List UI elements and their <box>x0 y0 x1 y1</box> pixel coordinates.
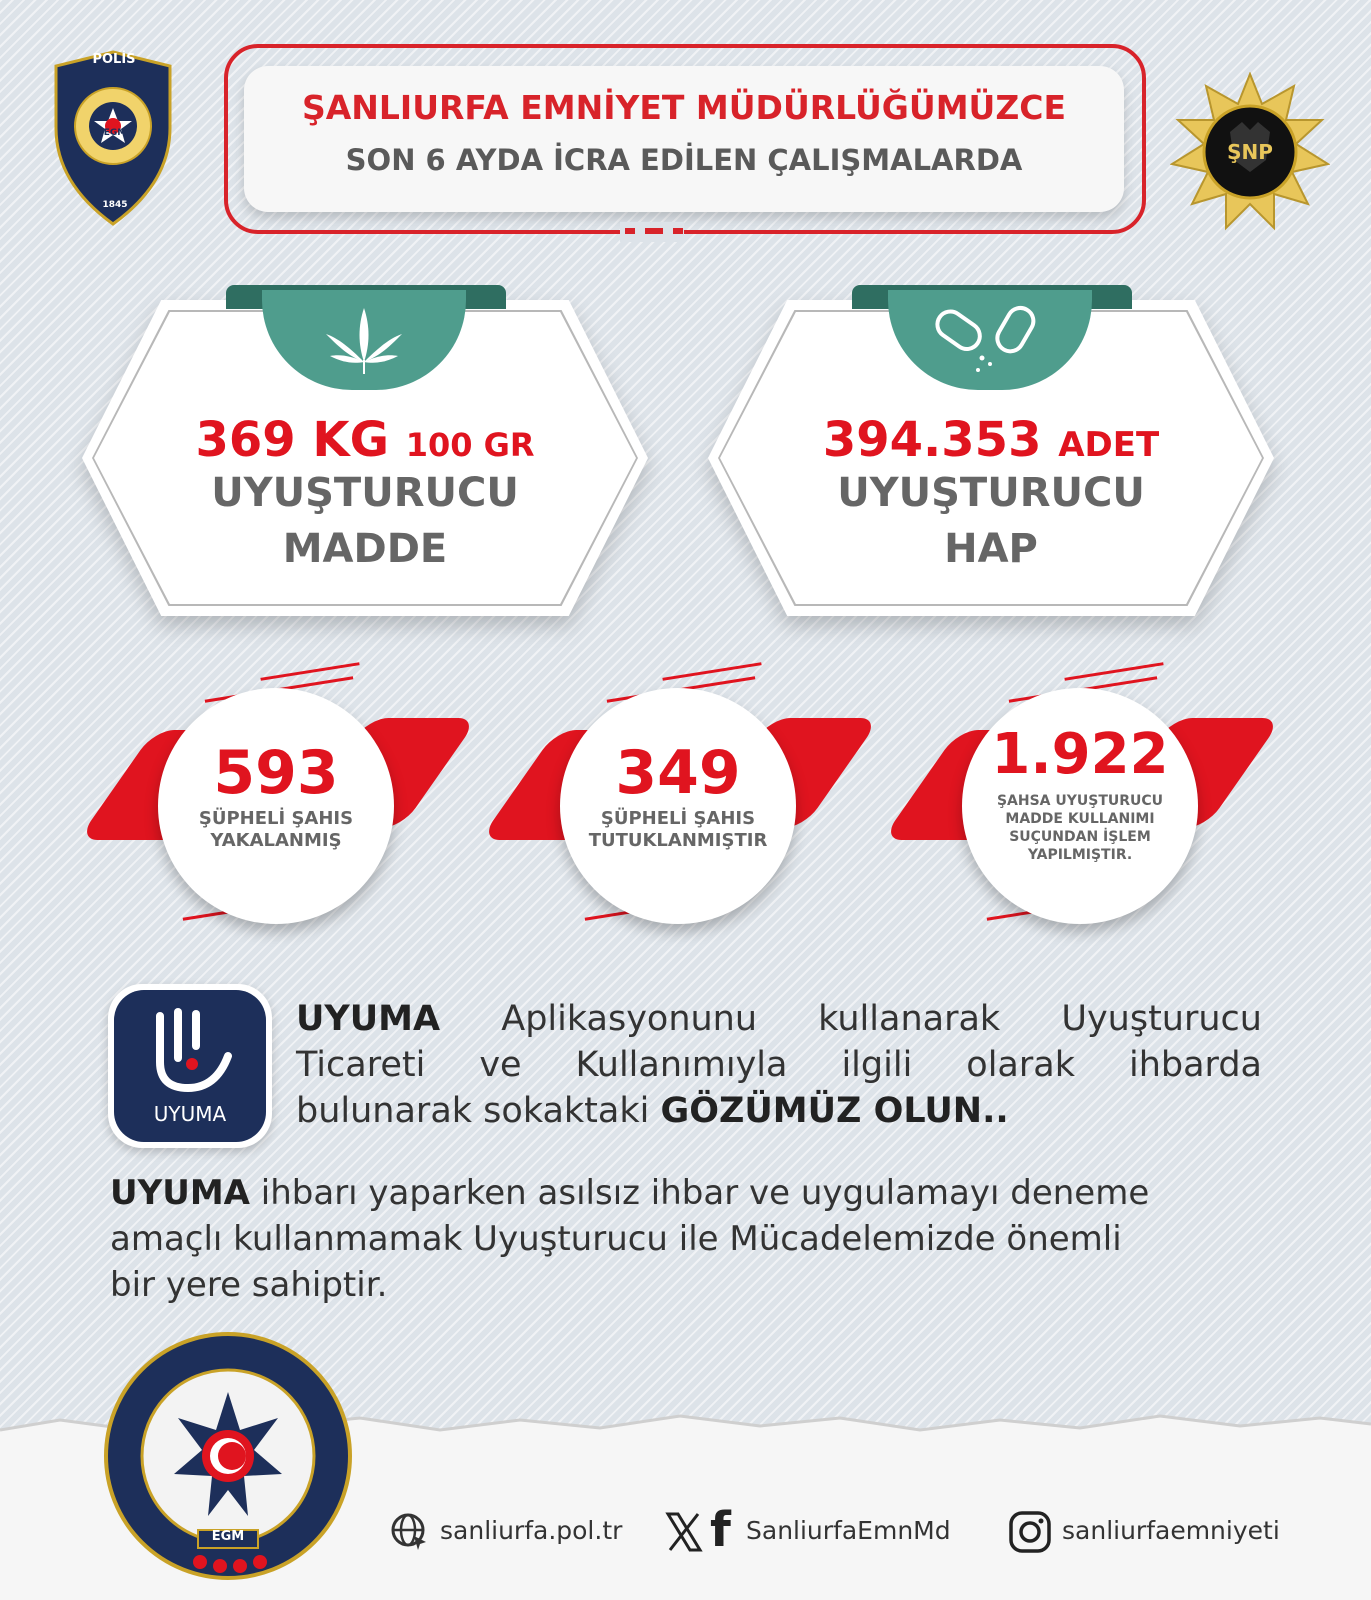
para2-line1-text: ihbarı yaparken asılsız ihbar ve uygulamayı deneme <box>249 1173 1150 1213</box>
para1-line3-text: bulunarak sokaktaki <box>296 1091 661 1131</box>
seal-banner-text: EGM <box>211 1529 245 1544</box>
substance-value: 369 KG <box>195 412 389 468</box>
arrested-label-line: YAKALANMIŞ <box>210 830 342 851</box>
para1-bold: UYUMA <box>296 999 441 1039</box>
detained-count: 349 <box>615 738 741 808</box>
header-subtitle: SON 6 AYDA İCRA EDİLEN ÇALIŞMALARDA <box>345 143 1023 177</box>
polis-logo-center: EGM <box>103 128 127 138</box>
hand-icon <box>138 1006 242 1096</box>
x-icon <box>664 1510 704 1554</box>
header-dash <box>645 228 663 234</box>
arrested-count: 593 <box>213 738 339 808</box>
para1-line1-text: Aplikasyonunu kullanarak Uyuşturucu <box>501 999 1262 1039</box>
processed-label-line: MADDE KULLANIMI <box>1005 811 1155 827</box>
sanliurfa-police-seal <box>102 1330 354 1582</box>
para1-line1 <box>296 996 1262 1042</box>
para2-line1 <box>110 1170 1262 1216</box>
processed-label <box>962 792 1198 864</box>
processed-label-line: SUÇUNDAN İŞLEM <box>1009 829 1151 845</box>
website-link[interactable]: sanliurfa.pol.tr <box>440 1516 623 1545</box>
processed-count: 1.922 <box>991 722 1169 787</box>
uyuma-app-label: UYUMA <box>153 1102 227 1126</box>
globe-icon <box>390 1512 430 1552</box>
header-dash <box>673 228 683 234</box>
substance-label-2: MADDE <box>282 526 448 572</box>
pill-value: 394.353 <box>822 412 1042 468</box>
detained-label-line: ŞÜPHELİ ŞAHIS <box>600 808 756 829</box>
instagram-icon <box>1008 1510 1052 1554</box>
x-facebook-handle[interactable]: SanliurfaEmnMd <box>746 1516 951 1545</box>
substance-amount <box>82 412 648 468</box>
substance-label-1: UYUŞTURUCU <box>211 470 519 516</box>
para1-line3 <box>296 1088 1262 1134</box>
arrested-label <box>158 808 394 852</box>
polis-logo-top: POLİS <box>92 52 136 67</box>
header-dash <box>625 228 635 234</box>
detained-label <box>560 808 796 852</box>
para2-bold: UYUMA <box>110 1173 250 1213</box>
pill-amount <box>708 412 1274 468</box>
capsule-icon <box>930 300 1050 380</box>
uyuma-app-icon[interactable] <box>108 984 272 1148</box>
para1-line2: Ticareti ve Kullanımıyla ilgili olarak ihbarda <box>296 1045 1262 1085</box>
detained-label-line: TUTUKLANMIŞTIR <box>588 830 768 851</box>
header-title: ŞANLIURFA EMNİYET MÜDÜRLÜĞÜMÜZCE <box>301 88 1067 127</box>
cannabis-leaf-icon <box>320 304 408 376</box>
facebook-icon: f <box>710 1502 731 1558</box>
para2-line3: bir yere sahiptir. <box>110 1265 388 1305</box>
para2-line2: amaçlı kullanmamak Uyuşturucu ile Mücadelemizde önemli <box>110 1219 1122 1259</box>
pill-unit: ADET <box>1058 425 1160 465</box>
polis-logo-year: 1845 <box>102 200 128 210</box>
processed-label-line: ŞAHSA UYUŞTURUCU <box>996 793 1164 809</box>
pill-label-1: UYUŞTURUCU <box>837 470 1145 516</box>
para1-cta: GÖZÜMÜZ OLUN.. <box>660 1091 1009 1131</box>
instagram-handle[interactable]: sanliurfaemniyeti <box>1062 1516 1280 1545</box>
snp-badge-text: ŞNP <box>1227 140 1273 164</box>
substance-unit: 100 GR <box>405 426 535 464</box>
arrested-label-line: ŞÜPHELİ ŞAHIS <box>198 808 354 829</box>
processed-label-line: YAPILMIŞTIR. <box>1027 847 1133 863</box>
pill-label-2: HAP <box>944 526 1038 572</box>
